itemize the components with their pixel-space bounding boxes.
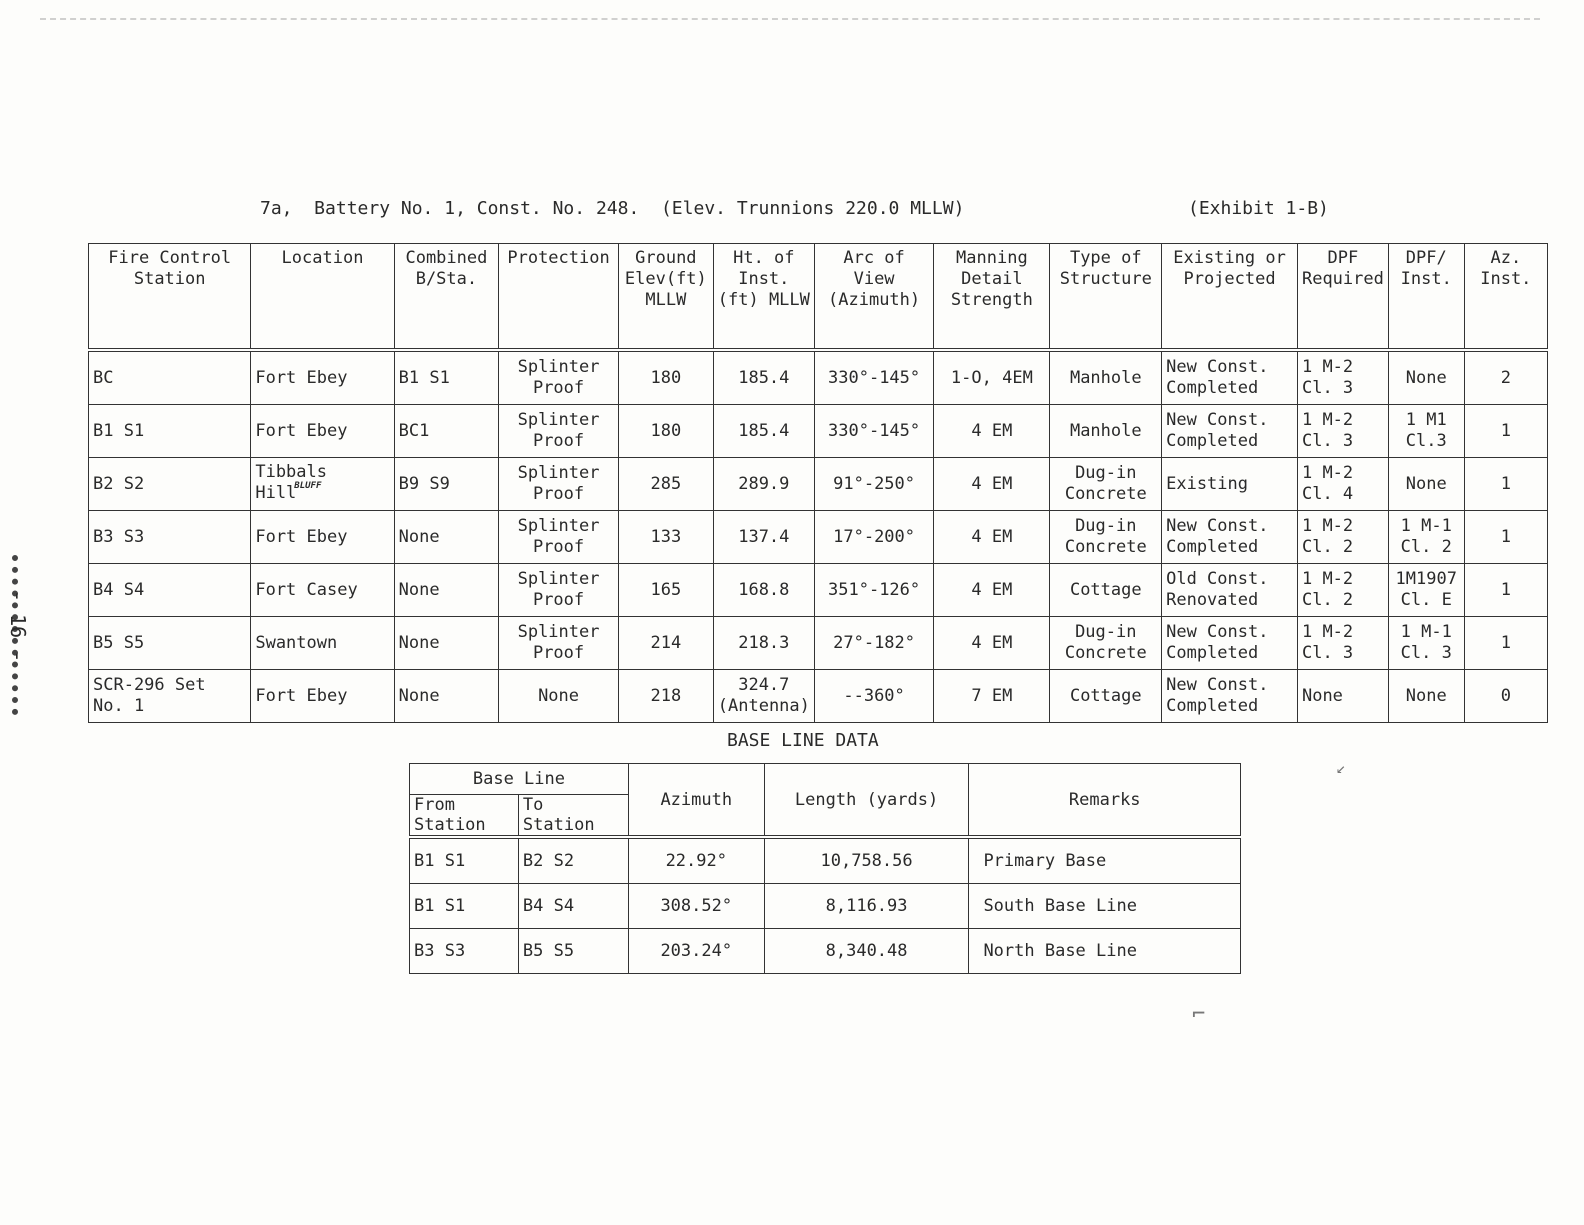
cell-station: B5 S5	[89, 617, 251, 670]
cell-az-inst: 2	[1464, 350, 1547, 405]
table-row	[89, 350, 1548, 405]
cell-from: B1 S1	[410, 837, 519, 884]
col-header-ground-elev: Ground Elev(ft) MLLW	[618, 244, 713, 351]
cell-az-inst: 1	[1464, 458, 1547, 511]
col-header-station: Fire Control Station	[89, 244, 251, 351]
cell-dpf-inst: 1 M-1 Cl. 3	[1388, 617, 1464, 670]
cell-structure: Manhole	[1050, 405, 1162, 458]
cell-manning: 4 EM	[934, 617, 1050, 670]
cell-location: Fort Ebey	[251, 670, 394, 723]
cell-dpf-inst: 1M1907 Cl. E	[1388, 564, 1464, 617]
cell-ground-elev: 165	[618, 564, 713, 617]
cell-status: New Const. Completed	[1162, 405, 1298, 458]
table-row	[89, 458, 1548, 511]
cell-protection: Splinter Proof	[499, 458, 619, 511]
cell-ground-elev: 133	[618, 511, 713, 564]
cell-arc: 91°-250°	[814, 458, 933, 511]
cell-structure: Dug-in Concrete	[1050, 511, 1162, 564]
col-header-to: To Station	[518, 795, 628, 838]
cell-location: Tibbals Hill$^{BLUFF}$	[251, 458, 394, 511]
cell-height: 185.4	[713, 405, 814, 458]
handwritten-note: BLUFF	[294, 480, 322, 491]
cell-manning: 4 EM	[934, 511, 1050, 564]
cell-to: B5 S5	[518, 929, 628, 974]
cell-az-inst: 1	[1464, 617, 1547, 670]
table-row	[89, 405, 1548, 458]
cell-az-inst: 0	[1464, 670, 1547, 723]
cell-status: New Const. Completed	[1162, 617, 1298, 670]
col-header-azimuth: Azimuth	[628, 764, 764, 838]
cell-azimuth: 22.92°	[628, 837, 764, 884]
cell-station: B3 S3	[89, 511, 251, 564]
cell-arc: 330°-145°	[814, 350, 933, 405]
col-header-dpf-inst: DPF/ Inst.	[1388, 244, 1464, 351]
cell-dpf-required: None	[1297, 670, 1388, 723]
cell-station: B4 S4	[89, 564, 251, 617]
cell-location: Fort Ebey	[251, 511, 394, 564]
base-line-title: BASE LINE DATA	[727, 730, 879, 751]
base-line-table	[409, 763, 1241, 974]
base-line-group-header: Base Line	[410, 764, 629, 795]
cell-status: New Const. Completed	[1162, 350, 1298, 405]
cell-dpf-inst: 1 M-1 Cl. 2	[1388, 511, 1464, 564]
cell-protection: Splinter Proof	[499, 350, 619, 405]
cell-to: B2 S2	[518, 837, 628, 884]
col-header-dpf-required: DPF Required	[1297, 244, 1388, 351]
cell-length: 8,116.93	[764, 884, 969, 929]
cell-dpf-required: 1 M-2 Cl. 3	[1297, 617, 1388, 670]
cell-combined: B1 S1	[394, 350, 499, 405]
col-header-combined: Combined B/Sta.	[394, 244, 499, 351]
cell-manning: 7 EM	[934, 670, 1050, 723]
cell-dpf-required: 1 M-2 Cl. 2	[1297, 511, 1388, 564]
cell-structure: Dug-in Concrete	[1050, 617, 1162, 670]
cell-station: BC	[89, 350, 251, 405]
cell-dpf-required: 1 M-2 Cl. 4	[1297, 458, 1388, 511]
col-header-arc: Arc of View (Azimuth)	[814, 244, 933, 351]
col-header-location: Location	[251, 244, 394, 351]
table-title: 7a, Battery No. 1, Const. No. 248. (Elev. Trunnions 220.0 MLLW)	[260, 198, 965, 219]
table-row	[89, 564, 1548, 617]
cell-combined: None	[394, 564, 499, 617]
cell-protection: Splinter Proof	[499, 511, 619, 564]
cell-arc: --360°	[814, 670, 933, 723]
cell-remarks: South Base Line	[969, 884, 1241, 929]
cell-structure: Dug-in Concrete	[1050, 458, 1162, 511]
cell-station: B2 S2	[89, 458, 251, 511]
cell-ground-elev: 214	[618, 617, 713, 670]
cell-station: SCR-296 Set No. 1	[89, 670, 251, 723]
col-header-remarks: Remarks	[969, 764, 1241, 838]
cell-to: B4 S4	[518, 884, 628, 929]
cell-combined: None	[394, 511, 499, 564]
cell-dpf-inst: None	[1388, 670, 1464, 723]
cell-structure: Manhole	[1050, 350, 1162, 405]
cell-combined: B9 S9	[394, 458, 499, 511]
cell-az-inst: 1	[1464, 511, 1547, 564]
cell-dpf-required: 1 M-2 Cl. 3	[1297, 405, 1388, 458]
col-header-protection: Protection	[499, 244, 619, 351]
cell-location: Fort Casey	[251, 564, 394, 617]
fire-table-header-row	[89, 244, 1548, 351]
page-number: - 16 -	[6, 590, 30, 663]
cell-structure: Cottage	[1050, 670, 1162, 723]
cell-status: Old Const. Renovated	[1162, 564, 1298, 617]
col-header-height: Ht. of Inst. (ft) MLLW	[713, 244, 814, 351]
cell-location: Swantown	[251, 617, 394, 670]
cell-remarks: Primary Base	[969, 837, 1241, 884]
cell-protection: Splinter Proof	[499, 405, 619, 458]
cell-manning: 4 EM	[934, 564, 1050, 617]
cell-combined: None	[394, 670, 499, 723]
cell-height: 218.3	[713, 617, 814, 670]
cell-remarks: North Base Line	[969, 929, 1241, 974]
col-header-az-inst: Az. Inst.	[1464, 244, 1547, 351]
cell-dpf-required: 1 M-2 Cl. 3	[1297, 350, 1388, 405]
top-dashed-rule	[40, 18, 1540, 22]
cell-dpf-inst: None	[1388, 350, 1464, 405]
col-header-structure: Type of Structure	[1050, 244, 1162, 351]
cell-status: New Const. Completed	[1162, 670, 1298, 723]
cell-protection: Splinter Proof	[499, 617, 619, 670]
pencil-mark: ⌐	[1192, 1002, 1206, 1027]
cell-station: B1 S1	[89, 405, 251, 458]
cell-status: Existing	[1162, 458, 1298, 511]
cell-arc: 330°-145°	[814, 405, 933, 458]
table-row	[89, 511, 1548, 564]
cell-dpf-inst: None	[1388, 458, 1464, 511]
table-row	[410, 929, 1241, 974]
fire-control-table	[88, 243, 1548, 723]
cell-height: 168.8	[713, 564, 814, 617]
pencil-mark: ↙	[1336, 758, 1346, 777]
col-header-length: Length (yards)	[764, 764, 969, 838]
cell-protection: None	[499, 670, 619, 723]
cell-status: New Const. Completed	[1162, 511, 1298, 564]
cell-az-inst: 1	[1464, 564, 1547, 617]
table-row	[89, 670, 1548, 723]
table-row	[410, 837, 1241, 884]
col-header-from: From Station	[410, 795, 519, 838]
exhibit-label: (Exhibit 1-B)	[1188, 198, 1329, 219]
cell-ground-elev: 285	[618, 458, 713, 511]
cell-arc: 27°-182°	[814, 617, 933, 670]
table-row	[89, 617, 1548, 670]
cell-height: 185.4	[713, 350, 814, 405]
cell-az-inst: 1	[1464, 405, 1547, 458]
cell-ground-elev: 180	[618, 350, 713, 405]
cell-dpf-inst: 1 M1 Cl.3	[1388, 405, 1464, 458]
cell-arc: 351°-126°	[814, 564, 933, 617]
cell-height: 137.4	[713, 511, 814, 564]
cell-manning: 4 EM	[934, 458, 1050, 511]
cell-length: 10,758.56	[764, 837, 969, 884]
cell-azimuth: 308.52°	[628, 884, 764, 929]
cell-location: Fort Ebey	[251, 405, 394, 458]
table-row	[410, 884, 1241, 929]
cell-manning: 4 EM	[934, 405, 1050, 458]
cell-structure: Cottage	[1050, 564, 1162, 617]
cell-arc: 17°-200°	[814, 511, 933, 564]
col-header-status: Existing or Projected	[1162, 244, 1298, 351]
cell-location: Fort Ebey	[251, 350, 394, 405]
cell-manning: 1-O, 4EM	[934, 350, 1050, 405]
col-header-manning: Manning Detail Strength	[934, 244, 1050, 351]
cell-combined: None	[394, 617, 499, 670]
cell-height: 324.7 (Antenna)	[713, 670, 814, 723]
cell-from: B1 S1	[410, 884, 519, 929]
cell-ground-elev: 180	[618, 405, 713, 458]
cell-height: 289.9	[713, 458, 814, 511]
cell-dpf-required: 1 M-2 Cl. 2	[1297, 564, 1388, 617]
cell-length: 8,340.48	[764, 929, 969, 974]
cell-from: B3 S3	[410, 929, 519, 974]
cell-azimuth: 203.24°	[628, 929, 764, 974]
cell-protection: Splinter Proof	[499, 564, 619, 617]
cell-combined: BC1	[394, 405, 499, 458]
cell-ground-elev: 218	[618, 670, 713, 723]
